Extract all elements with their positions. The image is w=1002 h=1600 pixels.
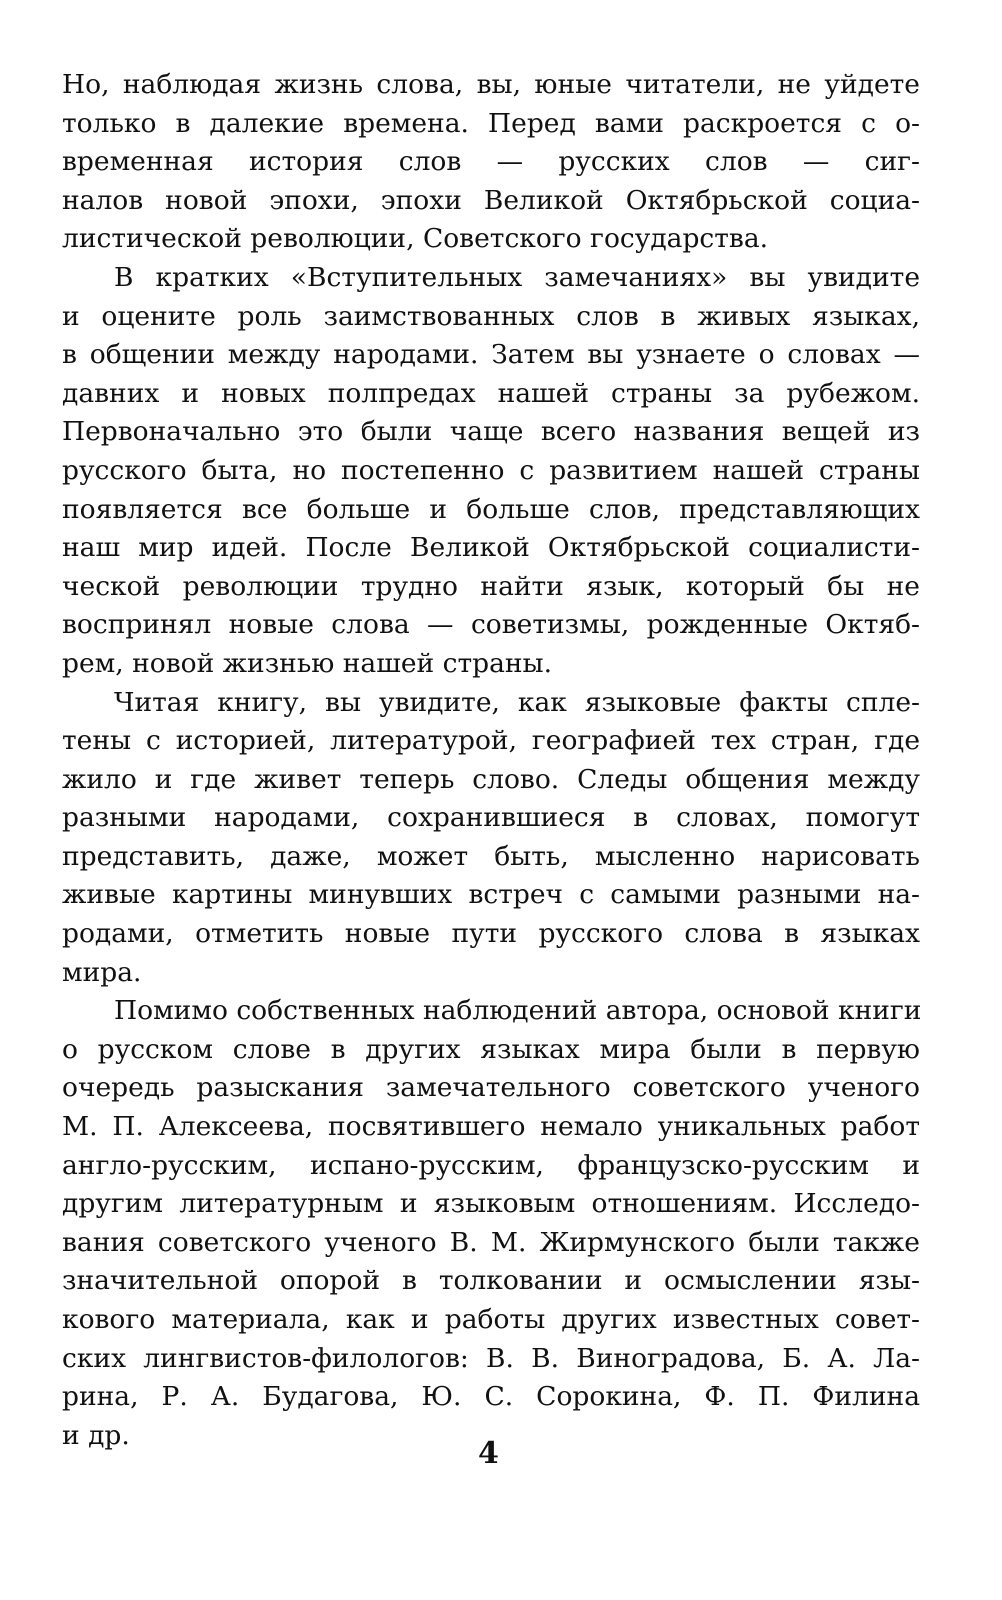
text-line: М. П. Алексеева, посвятившего немало уникальных работ (62, 1111, 920, 1143)
text-line: очередь разыскания замечательного советского ученого (62, 1072, 920, 1104)
text-line: другим литературным и языковым отношениям. Исследо- (62, 1188, 920, 1220)
text-line: англо-русским, испано-русским, французско-русским и (62, 1149, 920, 1181)
text-line: давних и новых полпредах нашей страны за рубежом. (62, 377, 920, 409)
body-text (62, 66, 920, 1455)
text-line: рина, Р. А. Будагова, Ю. С. Сорокина, Ф. П. Филина (62, 1381, 920, 1413)
text-line: живые картины минувших встреч с самыми разными на- (62, 879, 920, 911)
text-line: Но, наблюдая жизнь слова, вы, юные читатели, не уйдете (62, 69, 920, 100)
text-line: и др. (62, 1419, 130, 1451)
text-line: В кратких «Вступительных замечаниях» вы увидите (114, 261, 920, 293)
text-line: Читая книгу, вы увидите, как языковые факты спле- (114, 686, 920, 718)
text-line: в общении между народами. Затем вы узнаете о словах — (62, 339, 920, 371)
text-line: о русском слове в других языках мира были в первую (62, 1033, 920, 1065)
text-line: налов новой эпохи, эпохи Великой Октябрьской социа- (62, 184, 920, 216)
paragraph-1 (62, 66, 920, 259)
paragraph-4 (62, 992, 920, 1455)
text-line: только в далекие времена. Перед вами раскроется с о- (62, 107, 920, 139)
text-line: значительной опорой в толковании и осмыслении язы- (62, 1265, 920, 1297)
text-line: листической революции, Советского государства. (62, 223, 769, 255)
text-line: тены с историей, литературой, географией тех стран, где (62, 725, 920, 757)
text-line: воспринял новые слова — советизмы, рожденные Октяб- (62, 609, 920, 641)
text-line: рем, новой жизнью нашей страны. (62, 647, 553, 679)
text-line: родами, отметить новые пути русского слова в языках (62, 918, 920, 950)
text-line: и оцените роль заимствованных слов в живых языках, (62, 300, 920, 332)
text-line: жило и где живет теперь слово. Следы общения между (62, 763, 920, 795)
text-line: разными народами, сохранившиеся в словах, помогут (62, 802, 920, 834)
page-number: 4 (478, 1436, 499, 1471)
paragraph-3 (62, 684, 920, 993)
text-line: кового материала, как и работы других известных совет- (62, 1304, 920, 1335)
text-line: Первоначально это были чаще всего названия вещей из (62, 416, 920, 448)
text-line: мира. (62, 956, 142, 988)
text-line: Помимо собственных наблюдений автора, основой книги (114, 995, 922, 1027)
text-line: временная история слов — русских слов — сиг- (62, 146, 920, 178)
paragraph-2 (62, 259, 920, 684)
text-line: ческой революции трудно найти язык, который бы не (62, 570, 920, 602)
text-line: ских лингвистов-филологов: В. В. Виноградова, Б. А. Ла- (62, 1342, 920, 1374)
text-line: русского быта, но постепенно с развитием нашей страны (62, 454, 920, 486)
text-line: появляется все больше и больше слов, представляющих (62, 493, 920, 525)
text-line: представить, даже, может быть, мысленно нарисовать (62, 840, 920, 872)
text-line: вания советского ученого В. М. Жирмунского были также (62, 1226, 920, 1258)
text-line: наш мир идей. После Великой Октябрьской социалисти- (62, 532, 920, 564)
